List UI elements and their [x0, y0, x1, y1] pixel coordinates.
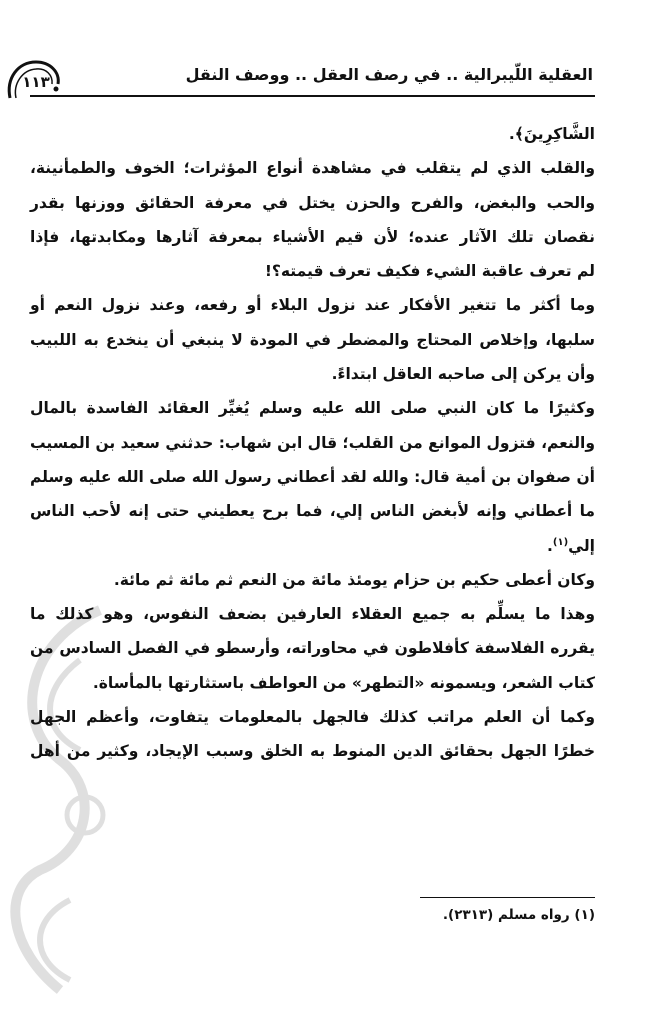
footnote-reference: (١)	[552, 536, 569, 548]
text-line: ما أعطاني وإنه لأبغض الناس إلي، فما برح يعطيني حتى إنه لأحب الناس	[30, 502, 595, 521]
text-line: نقصان تلك الآثار عنده؛ لأن قيم الأشياء بمعرفة آثارها ومكابدتها، فإذا	[30, 227, 595, 246]
text-line: أن صفوان بن أمية قال: والله لقد أعطاني رسول الله صلى الله عليه وسلم	[30, 467, 595, 486]
text-line: سلبها، وإخلاص المحتاج والمضطر في المودة لا ينبغي أن ينخدع به اللبيب	[30, 330, 595, 349]
text-line: والقلب الذي لم يتقلب في مشاهدة أنواع المؤثرات؛ الخوف والطمأنينة،	[30, 159, 595, 178]
text-line-with-footnote: إلي$^{(١)}$.	[547, 536, 595, 555]
footnote-rule	[420, 897, 595, 898]
body-text	[30, 117, 595, 769]
text-line: كتاب الشعر، ويسمونه «التطهر» من العواطف باستثارتها بالمأساة.	[92, 673, 595, 692]
text-line: والحب والبغض، والفرح والحزن يختل في معرفة الحقائق ووزنها بقدر	[30, 193, 595, 212]
text-line: وما أكثر ما تتغير الأفكار عند نزول البلاء أو رفعه، وعند نزول النعم أو	[30, 296, 595, 315]
text-line: وكثيرًا ما كان النبي صلى الله عليه وسلم يُغيِّر العقائد الفاسدة بالمال	[30, 399, 595, 418]
text-line: يقرره الفلاسفة كأفلاطون في محاوراته، وأرسطو في الفصل السادس من	[30, 639, 595, 658]
text-line: الشَّاكِرِينَ﴾.	[508, 125, 595, 143]
text-line: والنعم، فتزول الموانع من القلب؛ قال ابن شهاب: حدثني سعيد بن المسيب	[30, 433, 595, 452]
text-line: لم تعرف عاقبة الشيء فكيف تعرف قيمته؟!	[264, 262, 595, 281]
text-line: إلي	[568, 536, 595, 555]
page-number: ١١٣	[22, 73, 50, 91]
text-line: وهذا ما يسلِّم به جميع العقلاء العارفين بضعف النفوس، وهو كذلك ما	[30, 605, 595, 624]
text-line: خطرًا الجهل بحقائق الدين المنوط به الخلق وسبب الإيجاد، وكثير من أهل	[30, 742, 595, 761]
text-line: وكما أن العلم مراتب كذلك فالجهل بالمعلومات يتفاوت، وأعظم الجهل	[30, 708, 595, 727]
text-line: وأن يركن إلى صاحبه العاقل ابتداءً.	[331, 365, 595, 384]
text-line: وكان أعطى حكيم بن حزام يومئذ مائة من النعم ثم مائة ثم مائة.	[113, 570, 595, 589]
header-rule	[30, 95, 595, 97]
footnote: (١) رواه مسلم (٢٣١٣).	[442, 907, 595, 923]
running-header-title: العقلية اللّيبرالية .. في رصف العقل .. ووصف النقل	[185, 65, 593, 84]
